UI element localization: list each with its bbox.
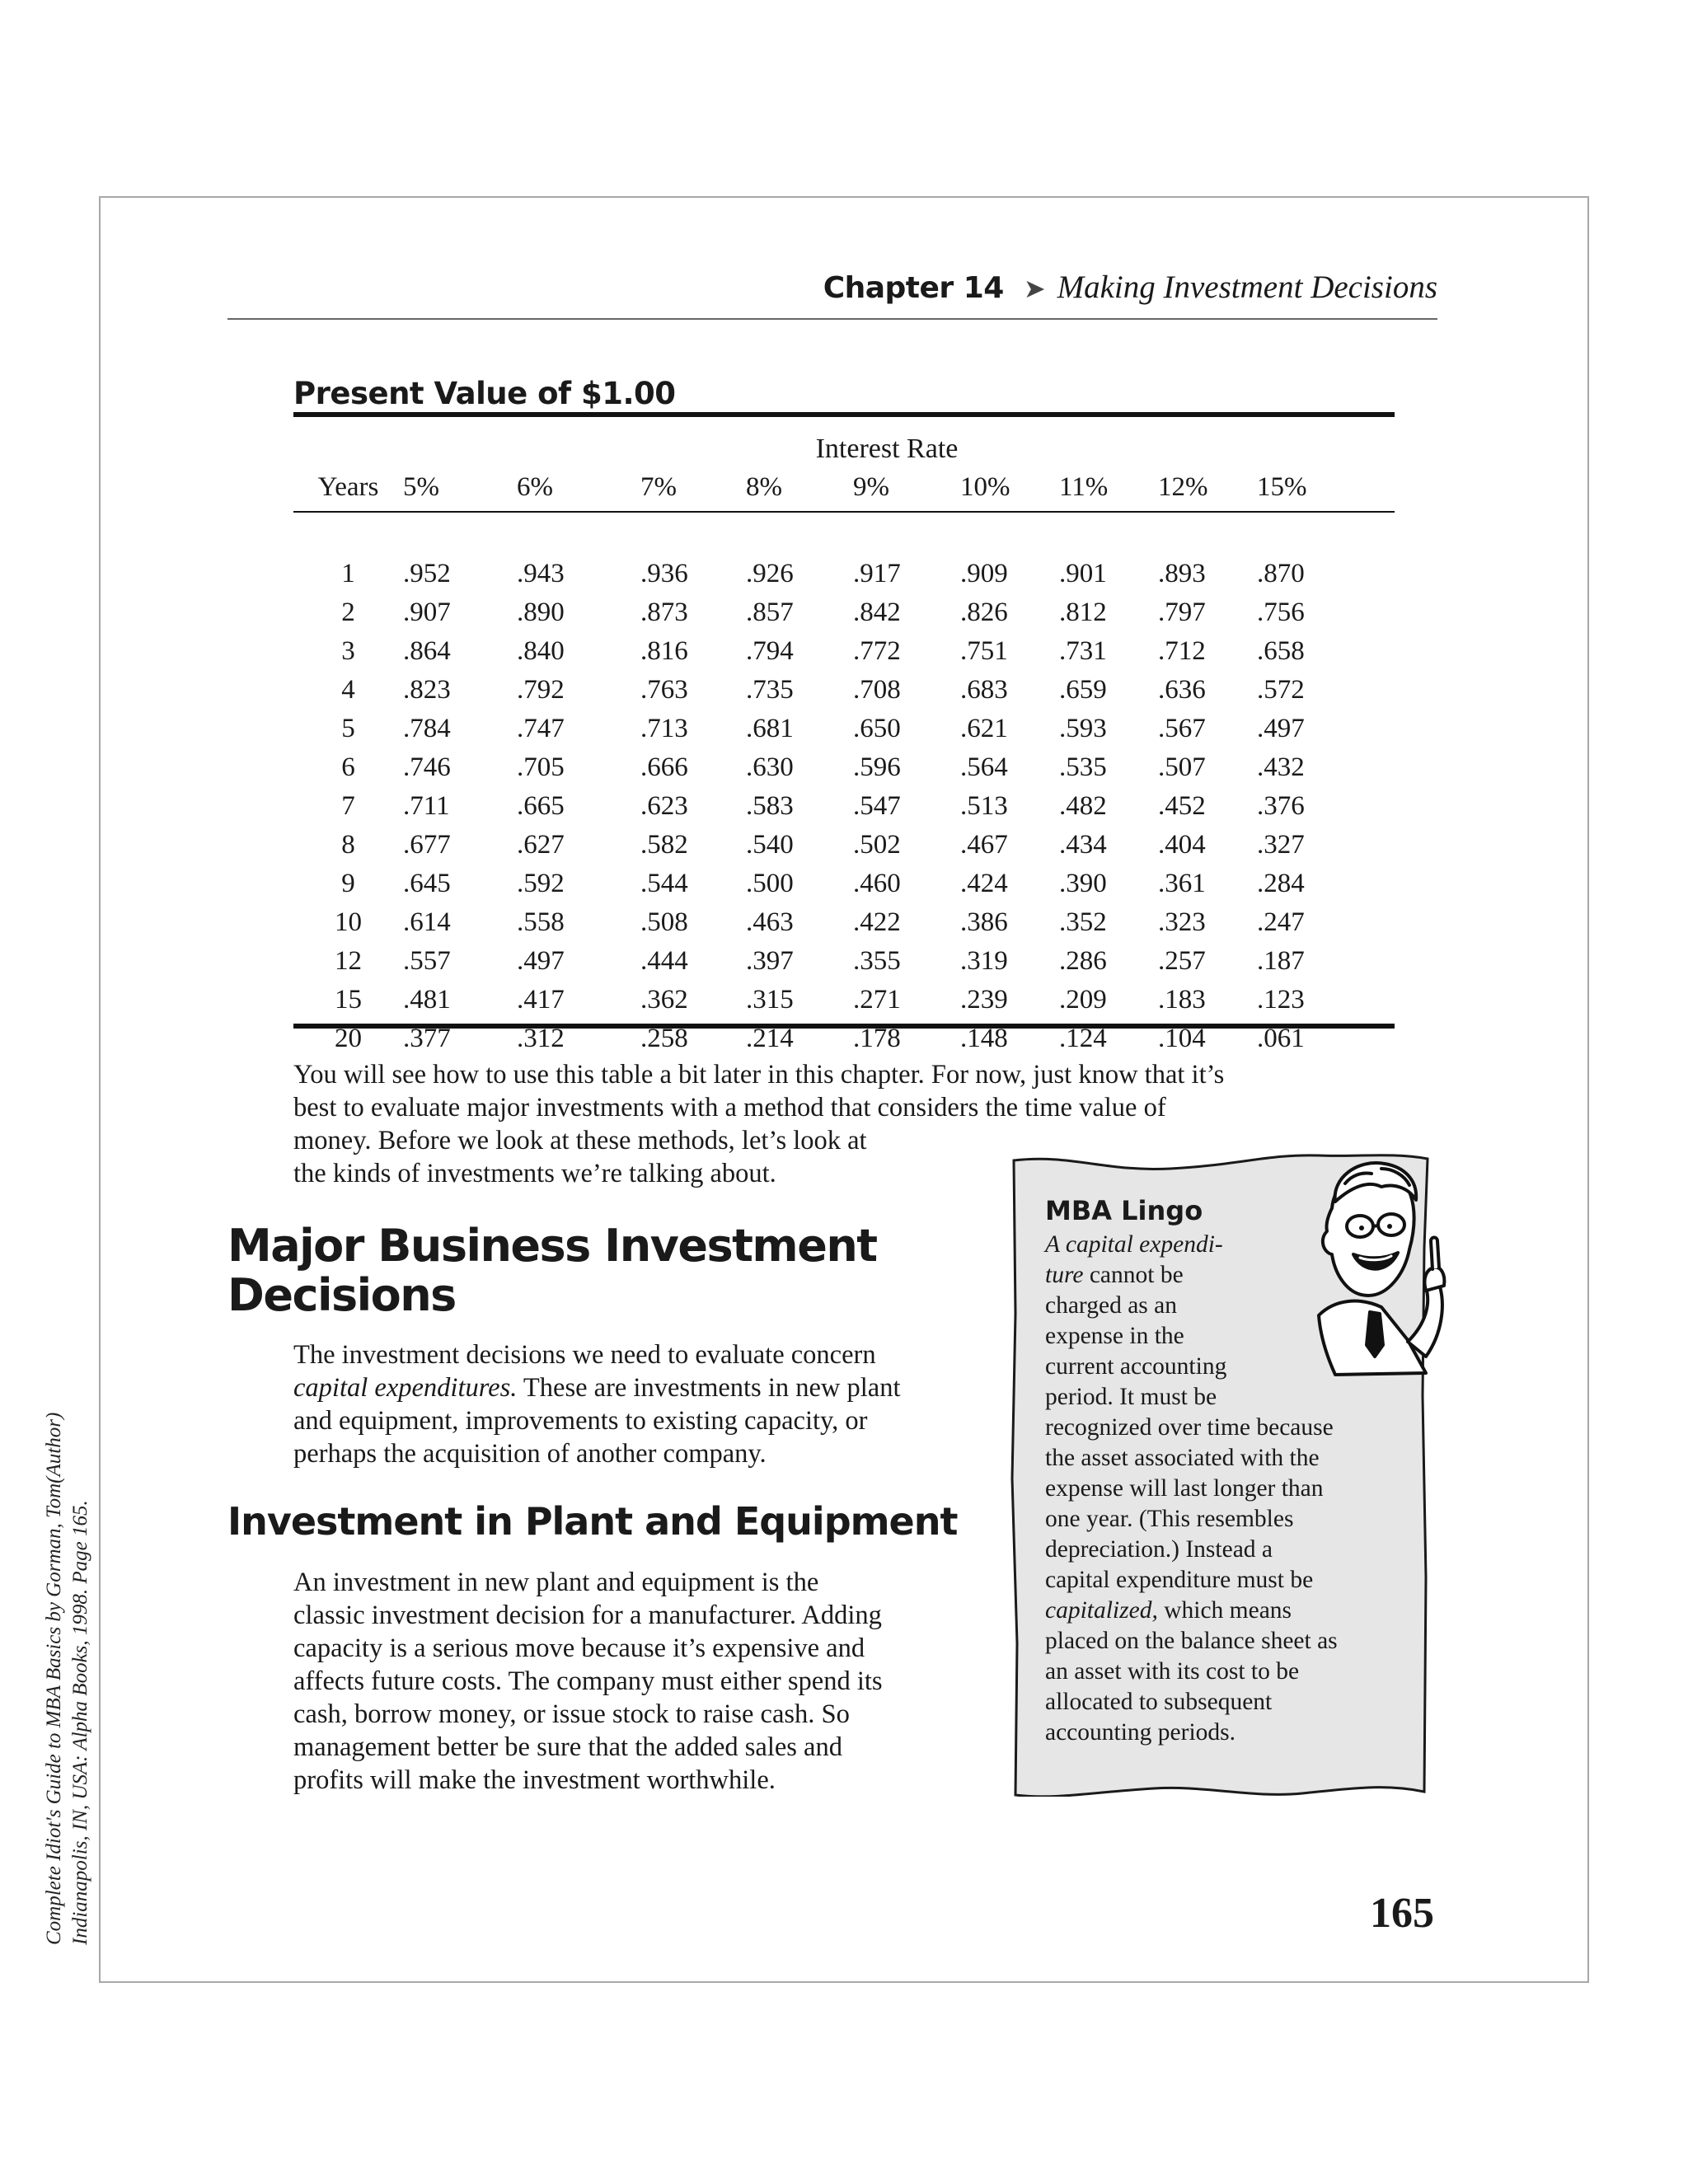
pv-factor-cell: .797 (1158, 598, 1206, 627)
years-cell: 15 (335, 985, 362, 1015)
paragraph-line: The investment decisions we need to evaluate concern (293, 1340, 876, 1370)
section-heading-major-decisions (227, 1221, 887, 1320)
page-number: 165 (1370, 1890, 1434, 1937)
pv-factor-cell: .747 (517, 714, 565, 743)
table-row (293, 903, 1395, 942)
intro-line: best to evaluate major investments with a method that considers the time value of (293, 1093, 1166, 1122)
pv-factor-cell: .247 (1257, 907, 1305, 937)
years-cell: 1 (341, 559, 355, 588)
years-cell: 5 (341, 714, 355, 743)
pv-factor-cell: .857 (746, 598, 794, 627)
pv-factor-cell: .271 (853, 985, 901, 1015)
pv-factor-cell: .535 (1059, 752, 1107, 782)
pv-factor-cell: .659 (1059, 675, 1107, 705)
pv-factor-cell: .746 (403, 752, 451, 782)
pv-factor-cell: .463 (746, 907, 794, 937)
sidebar-line (1045, 1596, 1413, 1626)
pv-factor-cell: .763 (640, 675, 688, 705)
table-row (293, 865, 1395, 903)
emphasis-term: A capital expendi- (1045, 1231, 1223, 1258)
column-header-rate: 10% (960, 471, 1010, 502)
pv-factor-cell: .901 (1059, 559, 1107, 588)
pv-factor-cell: .434 (1059, 830, 1107, 860)
years-cell: 9 (341, 869, 355, 898)
pv-factor-cell: .417 (517, 985, 565, 1015)
years-cell: 12 (335, 946, 362, 976)
pv-factor-cell: .926 (746, 559, 794, 588)
intro-line: You will see how to use this table a bit later in this chapter. For now, just know that it’s (293, 1060, 1225, 1090)
table-header-row (293, 466, 1395, 516)
pv-factor-cell: .377 (403, 1024, 451, 1053)
table-row (293, 826, 1395, 865)
sidebar-line: expense will last longer than (1045, 1475, 1324, 1502)
pv-factor-cell: .123 (1257, 985, 1305, 1015)
pv-factor-cell: .362 (640, 985, 688, 1015)
pv-factor-cell: .319 (960, 946, 1008, 976)
pv-factor-cell: .731 (1059, 636, 1107, 666)
pv-factor-cell: .936 (640, 559, 688, 588)
sidebar-line: accounting periods. (1045, 1719, 1236, 1746)
pv-factor-cell: .508 (640, 907, 688, 937)
cartoon-professor-pointing-icon (1302, 1151, 1447, 1381)
column-header-rate: 8% (746, 471, 782, 502)
column-header-rate: 5% (403, 471, 439, 502)
emphasis-term: capital expenditures. (293, 1373, 518, 1403)
paragraph-line: management better be sure that the added sales and (293, 1732, 842, 1762)
table-group-label: Interest Rate (815, 434, 959, 464)
pv-factor-cell: .258 (640, 1024, 688, 1053)
pv-factor-cell: .582 (640, 830, 688, 860)
side-citation (41, 1368, 94, 1945)
paragraph-line: cash, borrow money, or issue stock to raise cash. So (293, 1699, 850, 1729)
pv-factor-cell: .713 (640, 714, 688, 743)
pv-factor-cell: .544 (640, 869, 688, 898)
years-cell: 6 (341, 752, 355, 782)
pv-factor-cell: .909 (960, 559, 1008, 588)
line-rest: which means (1157, 1597, 1292, 1624)
table-title: Present Value of $1.00 (293, 376, 676, 411)
pv-factor-cell: .361 (1158, 869, 1206, 898)
sidebar-line: current accounting (1045, 1353, 1227, 1380)
sidebar-line: an asset with its cost to be (1045, 1658, 1300, 1685)
table-top-rule (293, 412, 1395, 417)
years-cell: 8 (341, 830, 355, 860)
pv-factor-cell: .917 (853, 559, 901, 588)
table-spacer-row (293, 516, 1395, 555)
sidebar-line: the asset associated with the (1045, 1445, 1320, 1471)
pv-factor-cell: .284 (1257, 869, 1305, 898)
pv-factor-cell: .665 (517, 791, 565, 821)
sidebar-line: period. It must be (1045, 1384, 1217, 1410)
table-row (293, 632, 1395, 671)
pv-factor-cell: .708 (853, 675, 901, 705)
table-bottom-rule (293, 1024, 1395, 1029)
pv-factor-cell: .627 (517, 830, 565, 860)
running-head-chapter: Chapter 14 (823, 271, 1004, 305)
years-cell: 3 (341, 636, 355, 666)
pv-factor-cell: .327 (1257, 830, 1305, 860)
paragraph-line (293, 1371, 978, 1404)
pv-factor-cell: .257 (1158, 946, 1206, 976)
pv-factor-cell: .593 (1059, 714, 1107, 743)
paragraph-line: capacity is a serious move because it’s expensive and (293, 1633, 865, 1663)
pv-factor-cell: .645 (403, 869, 451, 898)
column-header-rate: 6% (517, 471, 553, 502)
column-header-rate: 7% (640, 471, 677, 502)
pv-factor-cell: .812 (1059, 598, 1107, 627)
capital-expenditures-paragraph (293, 1338, 978, 1470)
years-cell: 2 (341, 598, 355, 627)
column-header-rate: 15% (1257, 471, 1307, 502)
pv-factor-cell: .187 (1257, 946, 1305, 976)
table-row (293, 555, 1395, 593)
pv-factor-cell: .826 (960, 598, 1008, 627)
pv-factor-cell: .286 (1059, 946, 1107, 976)
pv-factor-cell: .444 (640, 946, 688, 976)
section-heading-plant-equipment: Investment in Plant and Equipment (227, 1499, 958, 1544)
pv-factor-cell: .823 (403, 675, 451, 705)
pv-factor-cell: .500 (746, 869, 794, 898)
heading-line: Decisions (227, 1269, 456, 1321)
pv-factor-cell: .658 (1257, 636, 1305, 666)
pv-factor-cell: .183 (1158, 985, 1206, 1015)
line-rest: These are investments in new plant (517, 1373, 901, 1403)
sidebar-line: expense in the (1045, 1323, 1184, 1349)
pv-factor-cell: .497 (1257, 714, 1305, 743)
emphasis-term: ture (1045, 1262, 1084, 1288)
pv-factor-cell: .124 (1059, 1024, 1107, 1053)
pv-factor-cell: .816 (640, 636, 688, 666)
pv-factor-cell: .312 (517, 1024, 565, 1053)
pv-factor-cell: .592 (517, 869, 565, 898)
pv-factor-cell: .567 (1158, 714, 1206, 743)
years-cell: 10 (335, 907, 362, 937)
pv-factor-cell: .735 (746, 675, 794, 705)
pv-factor-cell: .422 (853, 907, 901, 937)
pv-factor-cell: .513 (960, 791, 1008, 821)
column-header-rate: 12% (1158, 471, 1208, 502)
intro-line: money. Before we look at these methods, let’s look at (293, 1126, 867, 1155)
pv-factor-cell: .404 (1158, 830, 1206, 860)
pv-factor-cell: .572 (1257, 675, 1305, 705)
pv-factor-cell: .751 (960, 636, 1008, 666)
pv-factor-cell: .677 (403, 830, 451, 860)
pv-factor-cell: .547 (853, 791, 901, 821)
pv-factor-cell: .756 (1257, 598, 1305, 627)
arrowhead-icon: ➤ (1023, 273, 1046, 304)
pv-factor-cell: .596 (853, 752, 901, 782)
pv-factor-cell: .583 (746, 791, 794, 821)
pv-factor-cell: .239 (960, 985, 1008, 1015)
pv-factor-cell: .943 (517, 559, 565, 588)
intro-line: the kinds of investments we’re talking about. (293, 1159, 776, 1188)
table-row (293, 748, 1395, 787)
pv-factor-cell: .893 (1158, 559, 1206, 588)
pv-factor-cell: .952 (403, 559, 451, 588)
pv-factor-cell: .712 (1158, 636, 1206, 666)
column-header-years: Years (317, 471, 379, 502)
sidebar-line: recognized over time because (1045, 1414, 1334, 1441)
citation-line-1: Complete Idiot's Guide to MBA Basics by Gorman, Tom(Author) (43, 1412, 65, 1945)
years-cell: 7 (341, 791, 355, 821)
pv-factor-cell: .424 (960, 869, 1008, 898)
table-row (293, 787, 1395, 826)
table-header-rule (293, 511, 1395, 513)
pv-factor-cell: .564 (960, 752, 1008, 782)
sidebar-line: charged as an (1045, 1292, 1177, 1319)
pv-factor-cell: .148 (960, 1024, 1008, 1053)
pv-factor-cell: .772 (853, 636, 901, 666)
paragraph-line: perhaps the acquisition of another company. (293, 1439, 767, 1469)
pv-factor-cell: .870 (1257, 559, 1305, 588)
pv-factor-cell: .614 (403, 907, 451, 937)
table-row (293, 671, 1395, 710)
pv-factor-cell: .432 (1257, 752, 1305, 782)
sidebar-line: allocated to subsequent (1045, 1689, 1273, 1715)
pv-factor-cell: .907 (403, 598, 451, 627)
years-cell: 4 (341, 675, 355, 705)
paragraph-line: and equipment, improvements to existing capacity, or (293, 1406, 868, 1436)
pv-factor-cell: .792 (517, 675, 565, 705)
line-rest: cannot be (1083, 1262, 1184, 1288)
pv-factor-cell: .650 (853, 714, 901, 743)
pv-factor-cell: .178 (853, 1024, 901, 1053)
column-header-rate: 9% (853, 471, 889, 502)
pv-factor-cell: .482 (1059, 791, 1107, 821)
years-cell: 20 (335, 1024, 362, 1053)
paragraph-line: An investment in new plant and equipment is the (293, 1568, 819, 1597)
pv-factor-cell: .323 (1158, 907, 1206, 937)
sidebar-line: depreciation.) Instead a (1045, 1536, 1273, 1563)
pv-factor-cell: .376 (1257, 791, 1305, 821)
emphasis-term: capitalized, (1045, 1597, 1158, 1624)
pv-factor-cell: .355 (853, 946, 901, 976)
table-row (293, 981, 1395, 1019)
pv-factor-cell: .681 (746, 714, 794, 743)
pv-factor-cell: .705 (517, 752, 565, 782)
pv-factor-cell: .873 (640, 598, 688, 627)
pv-factor-cell: .636 (1158, 675, 1206, 705)
pv-factor-cell: .890 (517, 598, 565, 627)
sidebar-title: MBA Lingo (1045, 1195, 1203, 1226)
table-row (293, 942, 1395, 981)
citation-line-2: Indianapolis, IN, USA: Alpha Books, 1998. Page 165. (69, 1500, 91, 1945)
pv-factor-cell: .390 (1059, 869, 1107, 898)
pv-factor-cell: .061 (1257, 1024, 1305, 1053)
pv-factor-cell: .711 (403, 791, 450, 821)
pv-factor-cell: .784 (403, 714, 451, 743)
pv-factor-cell: .214 (746, 1024, 794, 1053)
pv-factor-cell: .315 (746, 985, 794, 1015)
pv-factor-cell: .623 (640, 791, 688, 821)
pv-factor-cell: .557 (403, 946, 451, 976)
pv-factor-cell: .460 (853, 869, 901, 898)
paragraph-line: profits will make the investment worthwhile. (293, 1765, 776, 1795)
sidebar-line: capital expenditure must be (1045, 1567, 1314, 1593)
pv-factor-cell: .497 (517, 946, 565, 976)
table-row (293, 710, 1395, 748)
pv-factor-cell: .386 (960, 907, 1008, 937)
pv-factor-cell: .507 (1158, 752, 1206, 782)
pv-factor-cell: .104 (1158, 1024, 1206, 1053)
pv-factor-cell: .683 (960, 675, 1008, 705)
sidebar-line: one year. (This resembles (1045, 1506, 1294, 1532)
present-value-table (293, 466, 1395, 1058)
heading-line: Major Business Investment (227, 1220, 877, 1272)
table-row (293, 593, 1395, 632)
pv-factor-cell: .842 (853, 598, 901, 627)
pv-factor-cell: .540 (746, 830, 794, 860)
pv-factor-cell: .630 (746, 752, 794, 782)
sidebar-line: placed on the balance sheet as (1045, 1628, 1338, 1654)
pv-factor-cell: .481 (403, 985, 451, 1015)
paragraph-line: classic investment decision for a manufacturer. Adding (293, 1601, 882, 1630)
pv-factor-cell: .794 (746, 636, 794, 666)
paragraph-line: affects future costs. The company must either spend its (293, 1666, 883, 1696)
pv-factor-cell: .209 (1059, 985, 1107, 1015)
pv-factor-cell: .666 (640, 752, 688, 782)
pv-factor-cell: .397 (746, 946, 794, 976)
plant-equipment-paragraph (293, 1566, 978, 1797)
column-header-rate: 11% (1059, 471, 1109, 502)
pv-factor-cell: .352 (1059, 907, 1107, 937)
pv-factor-cell: .621 (960, 714, 1008, 743)
pv-factor-cell: .502 (853, 830, 901, 860)
pv-factor-cell: .864 (403, 636, 451, 666)
pv-factor-cell: .452 (1158, 791, 1206, 821)
pv-factor-cell: .840 (517, 636, 565, 666)
pv-factor-cell: .467 (960, 830, 1008, 860)
running-head (227, 269, 1437, 306)
header-rule (227, 318, 1437, 320)
running-head-title: Making Investment Decisions (1057, 269, 1437, 305)
pv-factor-cell: .558 (517, 907, 565, 937)
